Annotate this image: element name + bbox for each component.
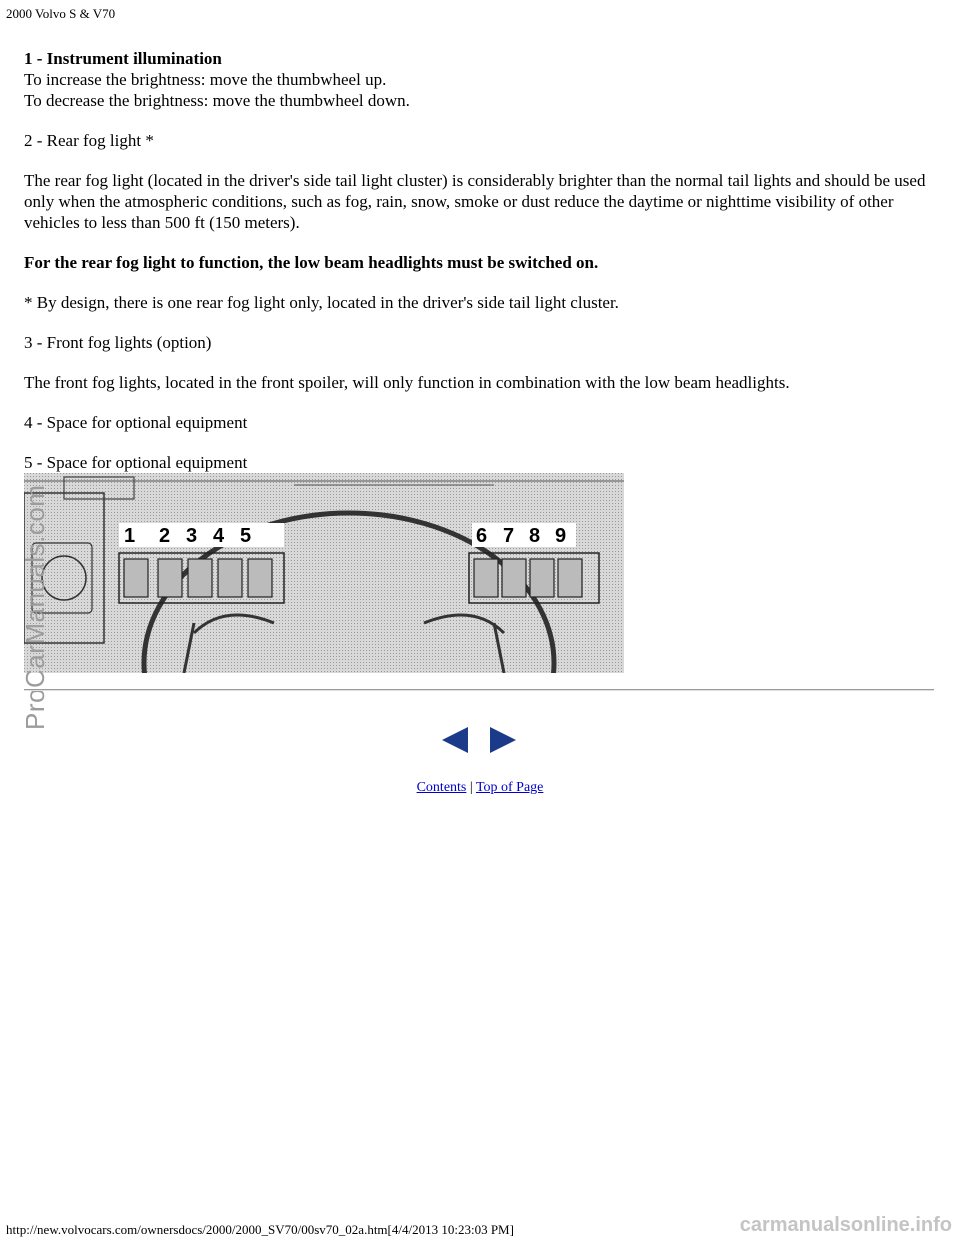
item-2-warning: For the rear fog light to function, the low beam headlights must be switched on. <box>24 253 599 272</box>
figure-label-1: 1 <box>124 525 136 547</box>
figure-label-7: 7 <box>503 525 515 547</box>
left-arrow-icon[interactable] <box>442 727 468 753</box>
dashboard-switches-figure <box>24 473 624 673</box>
figure-label-9: 9 <box>555 525 567 547</box>
figure-label-3: 3 <box>186 525 198 547</box>
item-1-line-2: To decrease the brightness: move the thumbwheel down. <box>24 91 410 110</box>
footer-separator: | <box>469 780 473 795</box>
item-2-heading: 2 - Rear fog light * <box>24 131 154 150</box>
figure-label-8: 8 <box>529 525 541 547</box>
article-body <box>24 48 936 492</box>
contents-link[interactable]: Contents <box>416 780 467 795</box>
item-5-heading: 5 - Space for optional equipment <box>24 453 248 472</box>
figure-label-5: 5 <box>240 525 252 547</box>
footer-links <box>0 779 960 797</box>
item-1-line-1: To increase the brightness: move the thumbwheel up. <box>24 70 387 89</box>
item-1-block <box>24 48 936 111</box>
horizontal-divider <box>24 689 934 691</box>
bottom-watermark: carmanualsonline.info <box>739 1214 952 1236</box>
page-header-title: 2000 Volvo S & V70 <box>6 6 116 21</box>
dashboard-illustration <box>24 473 624 673</box>
side-watermark: ProCarManuals.com <box>20 484 50 730</box>
item-3-heading: 3 - Front fog lights (option) <box>24 333 212 352</box>
item-4-heading: 4 - Space for optional equipment <box>24 413 248 432</box>
item-2-footnote: * By design, there is one rear fog light only, located in the driver's side tail light cluster. <box>24 293 619 312</box>
item-2-body: The rear fog light (located in the driver's side tail light cluster) is considerably brighter than the normal tail lights and should be used only when the atmospheric conditions, such as fog, rain, snow, smoke or dust reduce the daytime or nighttime visibility of other vehicles to less than 500 ft (150 meters). <box>24 171 926 232</box>
item-3-body: The front fog lights, located in the front spoiler, will only function in combination with the low beam headlights. <box>24 373 790 392</box>
figure-label-2: 2 <box>159 525 171 547</box>
figure-label-4: 4 <box>213 525 225 547</box>
right-arrow-icon[interactable] <box>490 727 516 753</box>
item-1-heading: 1 - Instrument illumination <box>24 49 222 68</box>
figure-label-6: 6 <box>476 525 488 547</box>
top-of-page-link[interactable]: Top of Page <box>475 780 544 795</box>
page-navigation <box>442 727 518 753</box>
page-url: http://new.volvocars.com/ownersdocs/2000/2000_SV70/00sv70_02a.htm[4/4/2013 10:23:03 PM] <box>6 1222 514 1237</box>
